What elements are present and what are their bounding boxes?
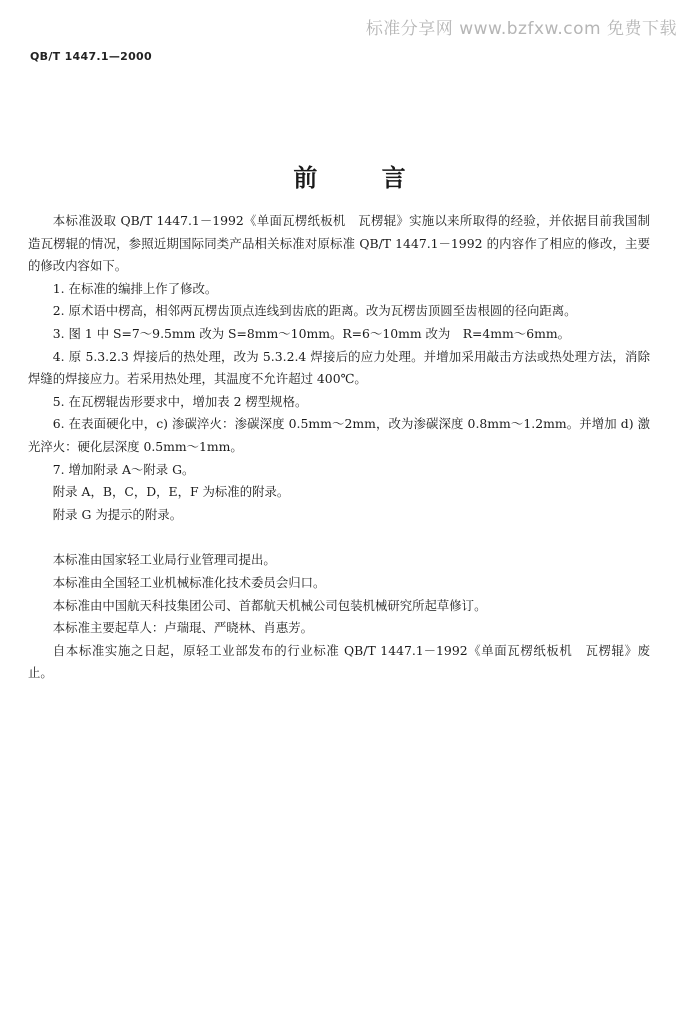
page-title: 前 言 [293,164,434,192]
proposer-statement: 本标准由国家轻工业局行业管理司提出。 [52,552,276,568]
change-item-1: 1. 在标准的编排上作了修改。 [52,280,218,296]
watermark-text: 标准分享网 www.bzfxw.com 免费下载 [365,19,677,39]
centralized-unit-statement: 本标准由全国轻工业机械标准化技术委员会归口。 [52,574,326,590]
supersession-statement: 自本标准实施之日起，原轻工业部发布的行业标准 QB/T 1447.1－1992《单面瓦楞纸板机 瓦楞辊》废止。 [28,642,650,681]
drafters-statement: 本标准主要起草人：卢瑞琨、严晓林、肖惠芳。 [52,620,313,636]
change-item-6: 6. 在表面硬化中，c) 渗碳淬火：渗碳深度 0.5mm～2mm，改为渗碳深度 0.8mm～1.2mm。并增加 d) 激光淬火：硬化层深度 0.5mm～1mm。 [28,416,650,454]
change-item-7: 7. 增加附录 A～附录 G。 [52,461,195,477]
intro-paragraph: 本标准汲取 QB/T 1447.1－1992《单面瓦楞纸板机 瓦楞辊》实施以来所取得的经验，并依据目前我国制造瓦楞辊的情况，参照近期国际同类产品相关标准对原标准 QB/T 1447.1－1992 的内容作了相应的修改，主要的修改内容如下。 [28,213,650,274]
standard-code: QB/T 1447.1—2000 [30,50,152,63]
change-item-2: 2. 原术语中楞高，相邻两瓦楞齿顶点连线到齿底的距离。改为瓦楞齿顶圆至齿根圆的径向距离。 [52,303,577,319]
foreword-body [28,210,650,685]
appendix-normative-note: 附录 A，B，C，D，E，F 为标准的附录。 [52,484,290,500]
change-item-3: 3. 图 1 中 S=7～9.5mm 改为 S=8mm～10mm。R=6～10mm 改为 R=4mm～6mm。 [52,325,570,341]
change-item-5: 5. 在瓦楞辊齿形要求中，增加表 2 楞型规格。 [52,393,308,409]
appendix-informative-note: 附录 G 为提示的附录。 [52,506,183,522]
section-gap [28,526,650,549]
drafting-unit-statement: 本标准由中国航天科技集团公司、首都航天机械公司包装机械研究所起草修订。 [52,597,487,613]
change-item-4: 4. 原 5.3.2.3 焊接后的热处理，改为 5.3.2.4 焊接后的应力处理。并增加采用敲击方法或热处理方法，消除焊缝的焊接应力。若采用热处理，其温度不允许超过 400℃。 [28,348,650,387]
